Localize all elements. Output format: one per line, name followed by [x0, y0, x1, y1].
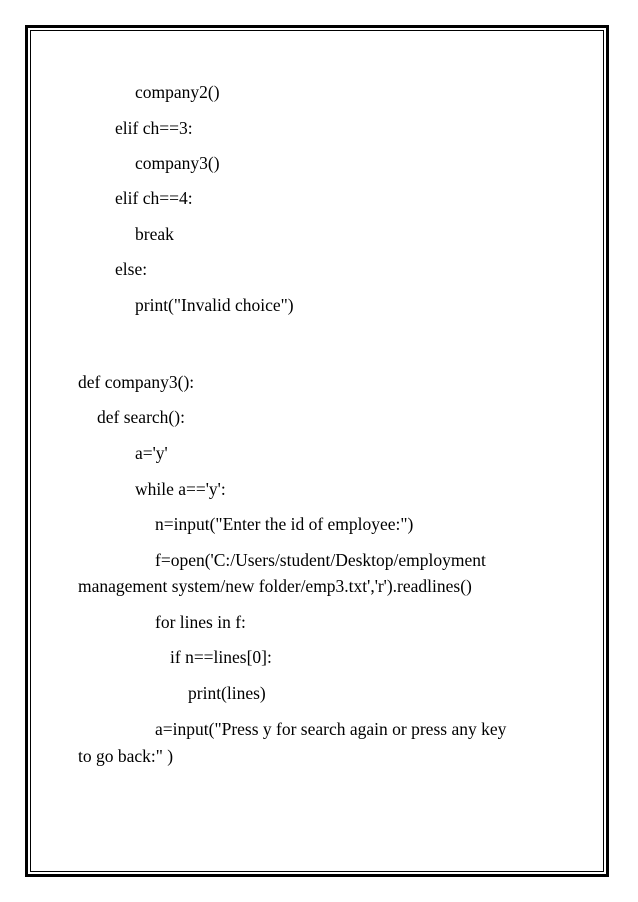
code-line: f=open('C:/Users/student/Desktop/employment — [155, 550, 486, 570]
code-line: for lines in f: — [155, 612, 246, 632]
code-line: elif ch==4: — [115, 188, 193, 208]
code-line: print(lines) — [188, 683, 266, 703]
code-line: elif ch==3: — [115, 118, 193, 138]
code-line: break — [135, 224, 174, 244]
code-line: n=input("Enter the id of employee:") — [155, 514, 414, 534]
code-line: a=input("Press y for search again or press any key — [155, 719, 507, 739]
code-line: a='y' — [135, 443, 168, 463]
code-line: if n==lines[0]: — [170, 647, 272, 667]
code-line: to go back:" ) — [78, 746, 174, 766]
code-line: while a=='y': — [135, 479, 226, 499]
code-line: company2() — [135, 82, 220, 102]
code-line: management system/new folder/emp3.txt','r').readlines() — [78, 576, 472, 596]
code-line: def company3(): — [78, 372, 195, 392]
code-line: else: — [115, 259, 148, 279]
code-line: print("Invalid choice") — [135, 295, 294, 315]
code-line: company3() — [135, 153, 220, 173]
code-line: def search(): — [97, 407, 185, 427]
